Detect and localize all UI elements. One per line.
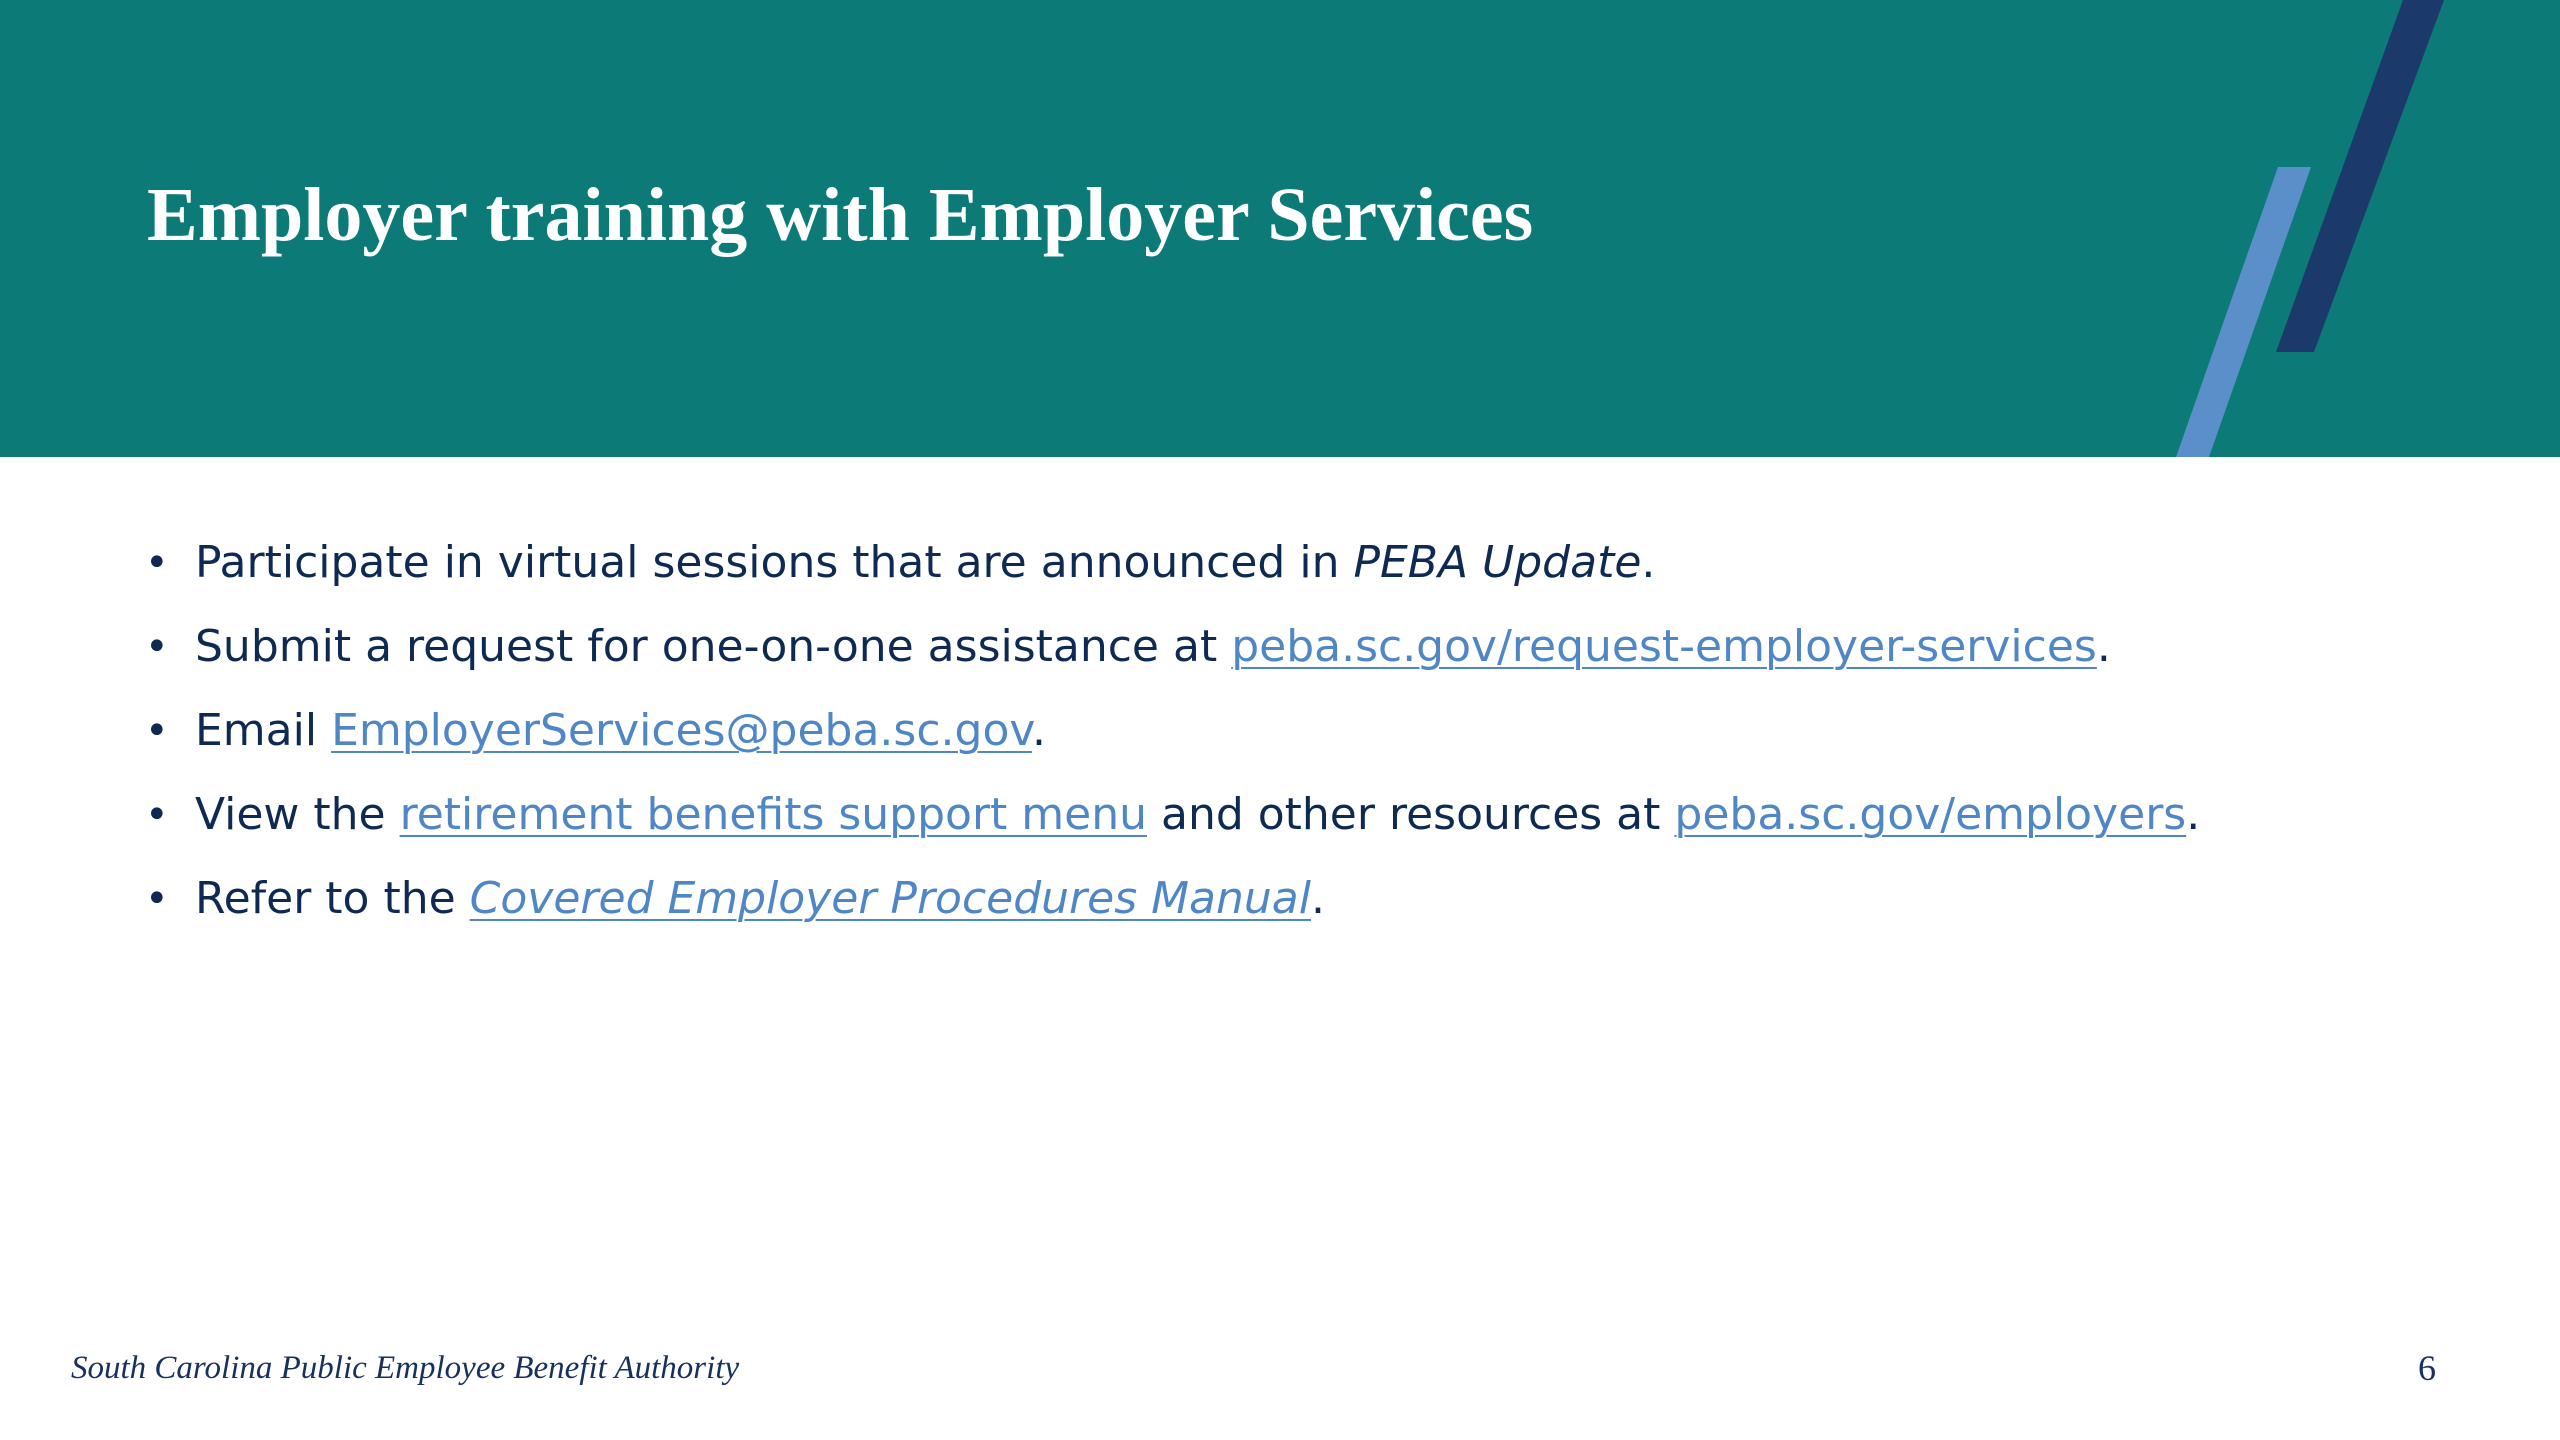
bullet-item-virtual-sessions xyxy=(145,527,2445,611)
bullet-item-procedures-manual xyxy=(145,863,2445,947)
bullet-marker: • xyxy=(145,540,169,586)
bullet-marker: • xyxy=(145,876,169,922)
bullet-text-middle: and other resources at xyxy=(1147,789,1675,840)
employers-page-link[interactable]: peba.sc.gov/employers xyxy=(1674,789,2187,840)
bullet-marker: • xyxy=(145,624,169,670)
bullet-text: Submit a request for one-on-one assistance at xyxy=(195,621,1232,672)
header-band xyxy=(0,0,2560,457)
bullet-text: Refer to the xyxy=(195,873,470,924)
retirement-support-menu-link[interactable]: retirement benefits support menu xyxy=(399,789,1147,840)
bullet-punctuation: . xyxy=(1032,705,1046,756)
bullet-punctuation: . xyxy=(1310,873,1325,924)
bullet-marker: • xyxy=(145,708,169,754)
page-number: 6 xyxy=(2418,1348,2436,1388)
bullet-text: View the xyxy=(195,789,400,840)
procedures-manual-link[interactable]: Covered Employer Procedures Manual xyxy=(469,873,1311,924)
peba-update-title: PEBA Update xyxy=(1353,537,1642,588)
bullet-punctuation: . xyxy=(2096,621,2111,672)
bullet-list xyxy=(145,527,2445,947)
employer-services-email-link[interactable]: EmployerServices@peba.sc.gov xyxy=(331,705,1032,756)
bullet-text: Participate in virtual sessions that are announced in xyxy=(195,537,1354,588)
bullet-item-support-menu xyxy=(145,779,2445,863)
footer-organization: South Carolina Public Employee Benefit Authority xyxy=(71,1350,740,1386)
bullet-punctuation: . xyxy=(2186,789,2201,840)
bullet-item-request-assistance xyxy=(145,611,2445,695)
bullet-marker: • xyxy=(145,792,169,838)
slide-title: Employer training with Employer Services xyxy=(147,173,1534,257)
bullet-punctuation: . xyxy=(1641,537,1656,588)
bullet-item-email xyxy=(145,695,2445,779)
bullet-text: Email xyxy=(195,705,332,756)
request-employer-services-link[interactable]: peba.sc.gov/request-employer-services xyxy=(1231,621,2097,672)
